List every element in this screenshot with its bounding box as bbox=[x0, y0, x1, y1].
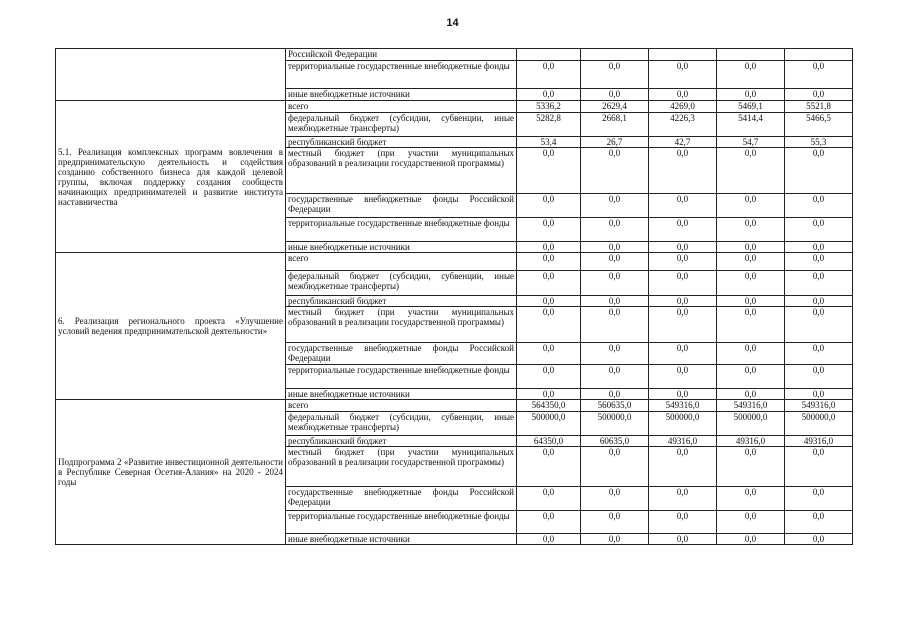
amount-cell: 5466,5 bbox=[785, 113, 853, 137]
amount-cell: 0,0 bbox=[649, 242, 717, 253]
amount-cell: 0,0 bbox=[785, 511, 853, 534]
funding-source-cell: местный бюджет (при участии муниципальных образований в реализации государственной программы) bbox=[286, 148, 517, 194]
funding-source-cell: Российской Федерации bbox=[286, 49, 517, 61]
funding-source-cell: федеральный бюджет (субсидии, субвенции, иные межбюджетные трансферты) bbox=[286, 113, 517, 137]
amount-cell: 500000,0 bbox=[649, 412, 717, 436]
amount-cell: 4226,3 bbox=[649, 113, 717, 137]
amount-cell: 0,0 bbox=[717, 365, 785, 389]
section-name-cell: 6. Реализация регионального проекта «Улучшение условий ведения предпринимательской деятельности» bbox=[56, 253, 286, 400]
funding-source-cell: республиканский бюджет bbox=[286, 436, 517, 447]
table-row bbox=[56, 253, 853, 271]
amount-cell: 0,0 bbox=[649, 365, 717, 389]
funding-source-cell: государственные внебюджетные фонды Российской Федерации bbox=[286, 194, 517, 218]
amount-cell: 0,0 bbox=[717, 296, 785, 307]
amount-cell: 0,0 bbox=[717, 447, 785, 487]
funding-source-cell: всего bbox=[286, 101, 517, 113]
amount-cell: 0,0 bbox=[581, 343, 649, 365]
amount-cell: 5469,1 bbox=[717, 101, 785, 113]
amount-cell: 0,0 bbox=[517, 271, 581, 296]
amount-cell: 0,0 bbox=[581, 511, 649, 534]
amount-cell: 0,0 bbox=[581, 89, 649, 101]
amount-cell: 0,0 bbox=[581, 253, 649, 271]
amount-cell: 564350,0 bbox=[517, 400, 581, 412]
amount-cell: 560635,0 bbox=[581, 400, 649, 412]
amount-cell: 549316,0 bbox=[649, 400, 717, 412]
amount-cell: 0,0 bbox=[785, 218, 853, 242]
section-name-cell: 5.1. Реализация комплексных программ вовлечения в предпринимательскую деятельность и содействия созданию собственного бизнеса для каждой целевой группы, включая поддержку создания сообществ начинающих предпринимателей и развитие института наставничества bbox=[56, 101, 286, 253]
amount-cell: 0,0 bbox=[581, 61, 649, 89]
amount-cell: 0,0 bbox=[717, 511, 785, 534]
amount-cell: 0,0 bbox=[649, 447, 717, 487]
budget-table bbox=[55, 48, 853, 545]
amount-cell: 0,0 bbox=[785, 89, 853, 101]
amount-cell: 549316,0 bbox=[717, 400, 785, 412]
funding-source-cell: федеральный бюджет (субсидии, субвенции, иные межбюджетные трансферты) bbox=[286, 412, 517, 436]
amount-cell: 55,3 bbox=[785, 137, 853, 148]
amount-cell: 0,0 bbox=[649, 218, 717, 242]
amount-cell: 0,0 bbox=[581, 447, 649, 487]
funding-source-cell: иные внебюджетные источники bbox=[286, 389, 517, 400]
amount-cell: 500000,0 bbox=[785, 412, 853, 436]
amount-cell: 0,0 bbox=[717, 253, 785, 271]
amount-cell: 0,0 bbox=[517, 447, 581, 487]
amount-cell: 0,0 bbox=[717, 194, 785, 218]
amount-cell: 49316,0 bbox=[785, 436, 853, 447]
amount-cell bbox=[717, 49, 785, 61]
amount-cell: 0,0 bbox=[649, 89, 717, 101]
amount-cell: 0,0 bbox=[717, 89, 785, 101]
amount-cell: 0,0 bbox=[785, 271, 853, 296]
amount-cell: 0,0 bbox=[649, 194, 717, 218]
amount-cell: 0,0 bbox=[581, 242, 649, 253]
amount-cell: 0,0 bbox=[649, 296, 717, 307]
funding-source-cell: государственные внебюджетные фонды Российской Федерации bbox=[286, 343, 517, 365]
funding-source-cell: иные внебюджетные источники bbox=[286, 242, 517, 253]
section-name-cell: Подпрограмма 2 «Развитие инвестиционной деятельности в Республике Северная Осетия-Алания» на 2020 - 2024 годы bbox=[56, 400, 286, 545]
funding-source-cell: территориальные государственные внебюджетные фонды bbox=[286, 61, 517, 89]
table-row bbox=[56, 101, 853, 113]
amount-cell: 0,0 bbox=[785, 307, 853, 343]
amount-cell: 42,7 bbox=[649, 137, 717, 148]
amount-cell: 500000,0 bbox=[517, 412, 581, 436]
amount-cell bbox=[581, 49, 649, 61]
amount-cell: 0,0 bbox=[581, 218, 649, 242]
amount-cell: 0,0 bbox=[581, 307, 649, 343]
amount-cell: 0,0 bbox=[717, 242, 785, 253]
amount-cell: 2668,1 bbox=[581, 113, 649, 137]
amount-cell: 53,4 bbox=[517, 137, 581, 148]
amount-cell: 0,0 bbox=[517, 242, 581, 253]
funding-source-cell: территориальные государственные внебюджетные фонды bbox=[286, 511, 517, 534]
amount-cell: 500000,0 bbox=[581, 412, 649, 436]
amount-cell: 0,0 bbox=[649, 487, 717, 511]
amount-cell: 0,0 bbox=[785, 253, 853, 271]
amount-cell: 4269,0 bbox=[649, 101, 717, 113]
amount-cell: 49316,0 bbox=[649, 436, 717, 447]
amount-cell bbox=[517, 49, 581, 61]
funding-source-cell: всего bbox=[286, 253, 517, 271]
amount-cell: 0,0 bbox=[785, 447, 853, 487]
funding-source-cell: иные внебюджетные источники bbox=[286, 534, 517, 545]
amount-cell: 0,0 bbox=[717, 218, 785, 242]
amount-cell bbox=[649, 49, 717, 61]
section-name-cell bbox=[56, 49, 286, 101]
amount-cell: 0,0 bbox=[649, 343, 717, 365]
funding-source-cell: государственные внебюджетные фонды Российской Федерации bbox=[286, 487, 517, 511]
amount-cell: 0,0 bbox=[517, 389, 581, 400]
amount-cell: 0,0 bbox=[717, 487, 785, 511]
amount-cell: 0,0 bbox=[517, 194, 581, 218]
amount-cell: 0,0 bbox=[785, 343, 853, 365]
amount-cell: 0,0 bbox=[649, 389, 717, 400]
amount-cell: 0,0 bbox=[517, 365, 581, 389]
amount-cell: 0,0 bbox=[517, 218, 581, 242]
funding-source-cell: местный бюджет (при участии муниципальных образований в реализации государственной программы) bbox=[286, 307, 517, 343]
amount-cell: 0,0 bbox=[649, 61, 717, 89]
amount-cell: 0,0 bbox=[517, 296, 581, 307]
amount-cell: 0,0 bbox=[649, 253, 717, 271]
amount-cell: 5414,4 bbox=[717, 113, 785, 137]
amount-cell: 0,0 bbox=[649, 511, 717, 534]
amount-cell: 60635,0 bbox=[581, 436, 649, 447]
amount-cell: 0,0 bbox=[717, 148, 785, 194]
amount-cell: 500000,0 bbox=[717, 412, 785, 436]
amount-cell: 0,0 bbox=[649, 271, 717, 296]
amount-cell: 0,0 bbox=[785, 296, 853, 307]
page-number: 14 bbox=[446, 17, 459, 29]
amount-cell: 0,0 bbox=[785, 389, 853, 400]
funding-source-cell: территориальные государственные внебюджетные фонды bbox=[286, 365, 517, 389]
amount-cell: 0,0 bbox=[581, 271, 649, 296]
amount-cell: 5521,8 bbox=[785, 101, 853, 113]
amount-cell: 0,0 bbox=[581, 487, 649, 511]
funding-source-cell: всего bbox=[286, 400, 517, 412]
amount-cell: 0,0 bbox=[717, 343, 785, 365]
amount-cell: 0,0 bbox=[517, 343, 581, 365]
amount-cell: 0,0 bbox=[785, 61, 853, 89]
amount-cell: 0,0 bbox=[581, 296, 649, 307]
amount-cell: 0,0 bbox=[649, 534, 717, 545]
amount-cell: 0,0 bbox=[517, 89, 581, 101]
amount-cell: 0,0 bbox=[581, 389, 649, 400]
amount-cell: 0,0 bbox=[717, 271, 785, 296]
amount-cell: 0,0 bbox=[581, 534, 649, 545]
amount-cell: 0,0 bbox=[785, 487, 853, 511]
amount-cell: 0,0 bbox=[785, 242, 853, 253]
table-row bbox=[56, 400, 853, 412]
amount-cell: 2629,4 bbox=[581, 101, 649, 113]
amount-cell: 0,0 bbox=[717, 307, 785, 343]
amount-cell: 0,0 bbox=[717, 389, 785, 400]
amount-cell: 0,0 bbox=[649, 148, 717, 194]
amount-cell: 0,0 bbox=[581, 194, 649, 218]
funding-source-cell: республиканский бюджет bbox=[286, 137, 517, 148]
funding-source-cell: республиканский бюджет bbox=[286, 296, 517, 307]
funding-source-cell: местный бюджет (при участии муниципальных образований в реализации государственной программы) bbox=[286, 447, 517, 487]
amount-cell: 0,0 bbox=[581, 365, 649, 389]
table-row bbox=[56, 49, 853, 61]
amount-cell: 0,0 bbox=[581, 148, 649, 194]
amount-cell: 0,0 bbox=[517, 511, 581, 534]
amount-cell: 64350,0 bbox=[517, 436, 581, 447]
amount-cell: 5282,8 bbox=[517, 113, 581, 137]
amount-cell: 26,7 bbox=[581, 137, 649, 148]
funding-source-cell: территориальные государственные внебюджетные фонды bbox=[286, 218, 517, 242]
funding-source-cell: федеральный бюджет (субсидии, субвенции, иные межбюджетные трансферты) bbox=[286, 271, 517, 296]
amount-cell: 549316,0 bbox=[785, 400, 853, 412]
amount-cell: 49316,0 bbox=[717, 436, 785, 447]
amount-cell: 5336,2 bbox=[517, 101, 581, 113]
amount-cell: 0,0 bbox=[517, 148, 581, 194]
amount-cell: 0,0 bbox=[517, 534, 581, 545]
funding-source-cell: иные внебюджетные источники bbox=[286, 89, 517, 101]
amount-cell: 0,0 bbox=[717, 534, 785, 545]
amount-cell: 0,0 bbox=[717, 61, 785, 89]
amount-cell: 0,0 bbox=[649, 307, 717, 343]
amount-cell: 0,0 bbox=[785, 194, 853, 218]
amount-cell: 0,0 bbox=[785, 534, 853, 545]
amount-cell: 0,0 bbox=[517, 307, 581, 343]
amount-cell: 0,0 bbox=[785, 365, 853, 389]
amount-cell: 0,0 bbox=[785, 148, 853, 194]
amount-cell: 0,0 bbox=[517, 61, 581, 89]
amount-cell bbox=[785, 49, 853, 61]
amount-cell: 54,7 bbox=[717, 137, 785, 148]
amount-cell: 0,0 bbox=[517, 487, 581, 511]
amount-cell: 0,0 bbox=[517, 253, 581, 271]
